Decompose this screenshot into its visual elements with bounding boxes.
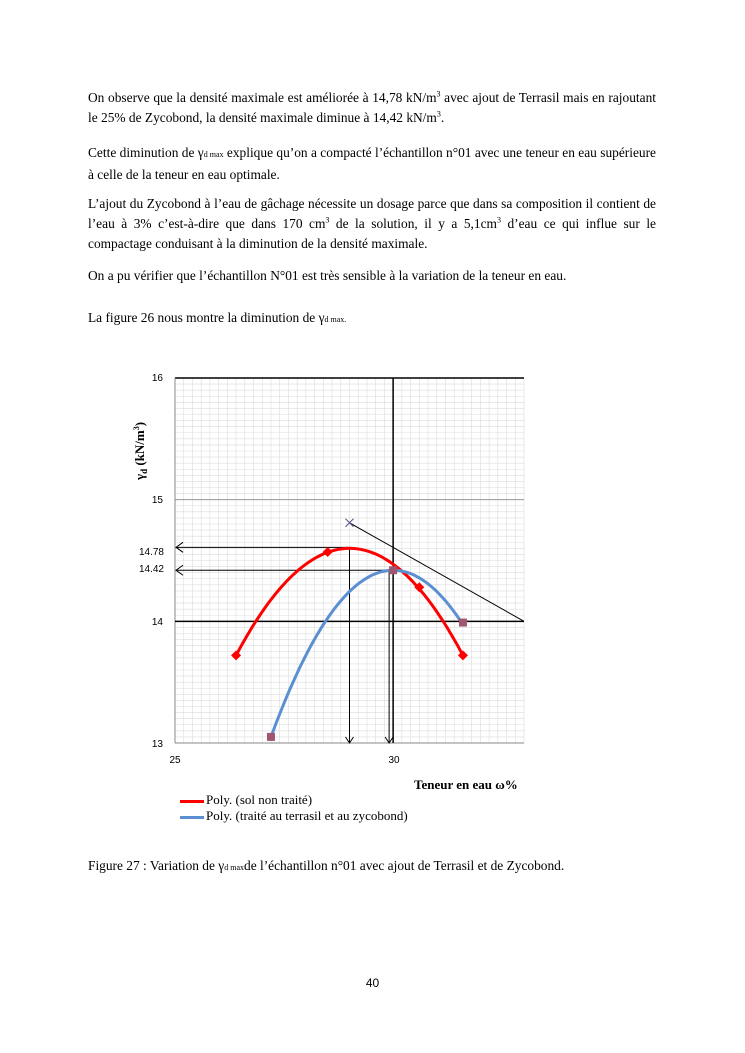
- legend-line-red: [180, 800, 204, 803]
- y-label-14-42: 14.42: [138, 564, 164, 575]
- y-tick-14: 14: [151, 617, 163, 628]
- figure-caption: Figure 27 : Variation de γd maxde l’échantillon n°01 avec ajout de Terrasil et de Zycobond.: [88, 858, 565, 873]
- y-axis-label: $\gamma_d$ $(kN/m^3)$: [132, 421, 149, 480]
- legend-line-blue: [180, 816, 204, 819]
- y-tick-16: 16: [151, 373, 163, 384]
- y-tick-15: 15: [151, 495, 163, 506]
- x-axis-label: Teneur en eau ω%: [414, 777, 518, 792]
- x-tick-30: 30: [388, 755, 400, 766]
- y-label-14-78: 14.78: [138, 547, 164, 558]
- paragraph-zycobond-water: L’ajout du Zycobond à l’eau de gâchage nécessite un dosage parce que dans sa composition il contient de l’eau à 3% c’est-à-dire que dans 170 $cm^3$ de la solution, il y a $5,1cm^3$ d’eau ce qui influe sur le compactage conduisant à la diminution de la densité maximale.: [88, 196, 656, 251]
- paragraph-sensitivity: On a pu vérifier que l’échantillon N°01 est très sensible à la variation de la teneur en eau.: [88, 268, 567, 283]
- point-treated-0: [267, 733, 275, 741]
- point-treated-1: [389, 566, 397, 574]
- page-number: 40: [365, 976, 380, 990]
- y-tick-13: 13: [151, 739, 163, 750]
- paragraph-max-density: On observe que la densité maximale est améliorée à 14,78 $kN/m^3$ avec ajout de Terrasil mais en rajoutant le 25% de Zycobond, la densité maximale diminue à 14,42 $kN/m^3$.: [88, 89, 656, 125]
- x-tick-25: 25: [169, 755, 181, 766]
- paragraph-density-decrease: Cette diminution de γd max explique qu’on a compacté l’échantillon n°01 avec une teneur en eau supérieure à celle de la teneur en eau optimale.: [88, 145, 657, 182]
- paragraph-figure-reference: La figure 26 nous montre la diminution de γd max.: [88, 310, 347, 325]
- legend-item-treated: Poly. (traité au terrasil et au zycobond): [180, 808, 408, 823]
- legend-item-untreated: Poly. (sol non traité): [180, 792, 312, 807]
- point-treated-2: [459, 619, 467, 627]
